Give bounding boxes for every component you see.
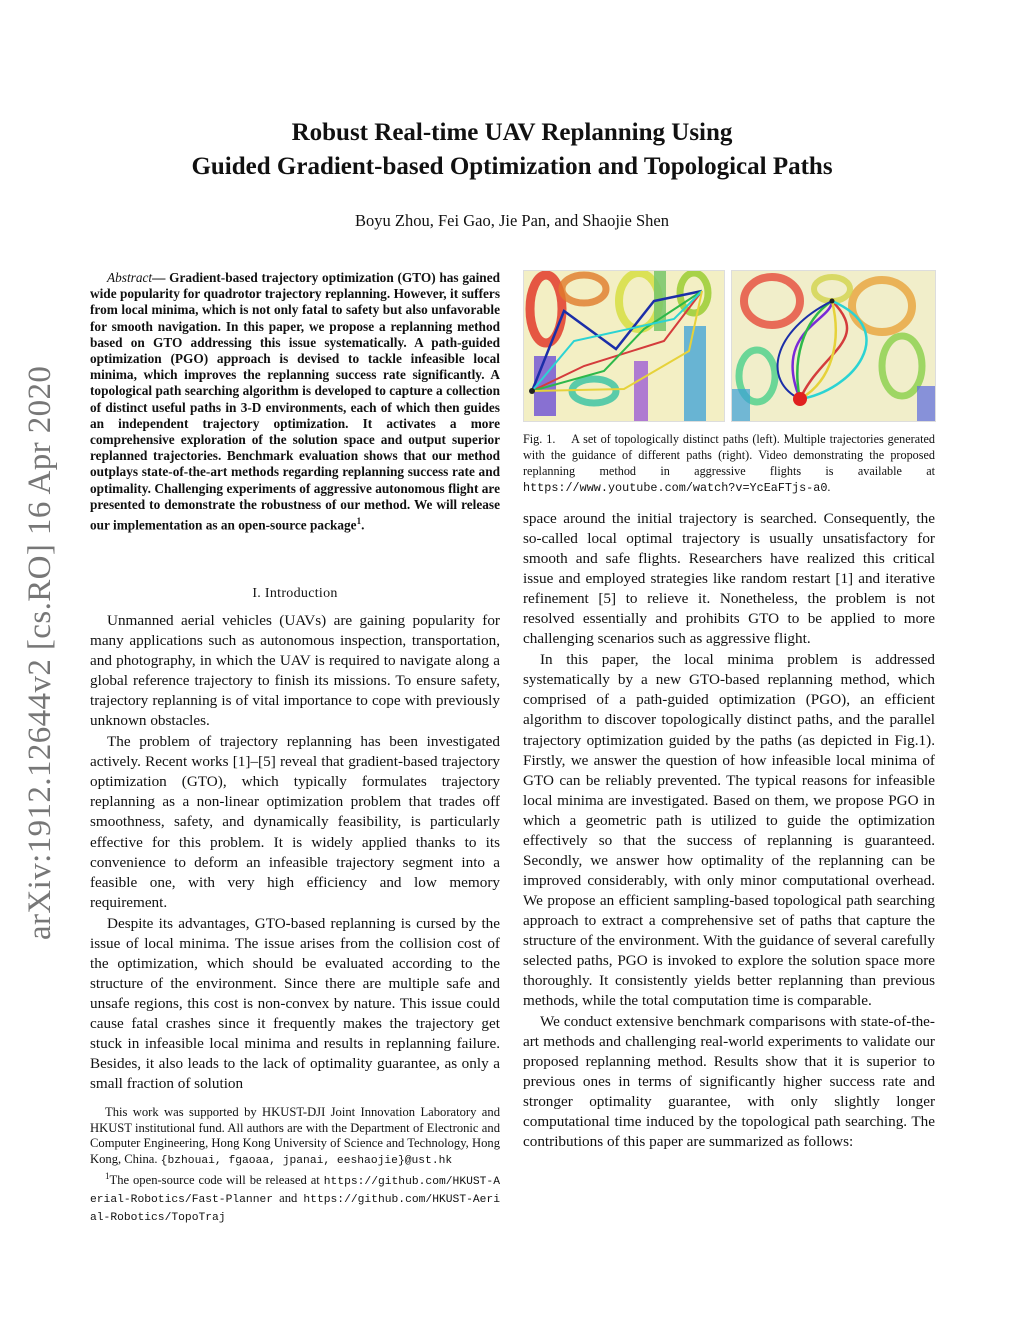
abstract-text: — Gradient-based trajectory optimization (GTO) has gained wide popularity for quadrotor trajectory replanning. However, it suffers from local minima, which is not only fatal to safety but also unfavorable for smooth navigation. In this paper, we propose a replanning method based on GTO addressing this issue systematically. A path-guided optimization (PGO) approach is devised to tackle infeasible local minima, which improves the replanning success rate significantly. A topological path searching algorithm is developed to capture a collection of distinct useful paths in 3-D environments, each of which then guides an independent trajectory optimization. It activates a more comprehensive exploration of the solution space and output superior replanned trajectories. Benchmark evaluation shows that our method outplays state-of-the-art methods regarding replanning success rate and optimality. Challenging experiments of aggressive autonomous flight are presented to demonstrate the robustness of our method. We will release our implementation as an open-source package xyxy=(90,270,500,533)
intro-paragraph-3: Despite its advantages, GTO-based replanning is cursed by the issue of local minima. The issue arises from the collision cost of the optimization, which should be evaluated according to the structure of the environment. Since there are multiple safe and unsafe regions, this cost is non-convex by nature. This issue could cause fatal crashes since it frequently makes the trajectory get stuck in infeasible local minima and results in replanning failure. Besides, it also leads to the lack of optimality guarantee, as only a small fraction of solution xyxy=(90,914,500,1093)
author-emails: {bzhouai, fgaoaa, jpanai, eeshaojie}@ust.hk xyxy=(160,1154,453,1167)
abstract-footnote-mark: 1 xyxy=(356,516,362,527)
paper-authors: Boyu Zhou, Fei Gao, Jie Pan, and Shaojie Shen xyxy=(355,211,669,230)
paper-title-line1: Robust Real-time UAV Replanning Using xyxy=(291,119,733,146)
figure1-right-image xyxy=(731,270,936,422)
paper-title-line2: Guided Gradient-based Optimization and Topological Paths xyxy=(191,153,833,180)
right-paragraph-2: In this paper, the local minima problem is addressed systematically by a new GTO-based replanning method, which comprised of a path-guided optimization (PGO), an efficient algorithm to discover topologically distinct paths, and the parallel trajectory optimization guided by the paths (as depicted in Fig.1). Firstly, we answer the question of how infeasible local minima of GTO can be reliably prevented. The typical reasons for infeasible local minima are investigated. Based on them, we propose PGO in which a geometric path is utilized to guide the optimization effectively so that the success of replanning is guaranteed. Secondly, we answer how optimality of the replanning can be improved considerably, with only minor computational overhead. We propose an efficient sampling-based topological path searching approach to extract a comprehensive set of paths that capture the structure of the environment. With the guidance of several carefully selected paths, PGO is invoked to explore the solution space more thoroughly. It consistently yields better replanning than previous methods, while the total computation time is comparable. xyxy=(523,651,935,1010)
abstract-label: Abstract xyxy=(107,270,153,285)
figure1-left-render xyxy=(524,271,724,421)
right-paragraph-1: space around the initial trajectory is searched. Consequently, the so-called local optimal trajectory is usually unsatisfactory for smooth and safe flights. Researchers have realized this critical issue and employed strategies like random restart [1] and iterative refinement [5] to relieve it. Nonetheless, the problem is not resolved essentially and prohibits GTO to be applied to more challenging scenarios such as aggressive flight. xyxy=(523,510,935,648)
figure1-caption: Fig. 1. A set of topologically distinct paths (left). Multiple trajectories generated with the guidance of different paths (right). Video demonstrating the proposed replanning method in aggressive flights is available at https://www.youtube.com/watch?v=YcEaFTjs-a0. xyxy=(523,432,936,495)
footnotes xyxy=(90,1105,500,1226)
code-footnote: $^1$The open-source code will be released at https://github.com/HKUST-Aerial-Robotics/Fast-Planner and https://github.com/HKUST-Aerial-Robotics/TopoTraj xyxy=(90,1171,500,1224)
code-url-fast-planner[interactable]: https://github.com/HKUST-Aerial-Robotics/Fast-Planner xyxy=(90,1176,500,1207)
intro-paragraph-2: The problem of trajectory replanning has been investigated actively. Recent works [1]–[5] reveal that gradient-based trajectory optimization (GTO), which typically formulates trajectory replanning as a non-linear optimization problem that trades off smoothness, safety, and dynamically feasibility, is particularly effective for this problem. It is widely applied thanks to its convenience to deform an infeasible trajectory segment into a feasible one, with very high efficiency and low memory requirement. xyxy=(90,733,500,911)
right-paragraph-3: We conduct extensive benchmark comparisons with state-of-the-art methods and challenging real-world experiments to validate our proposed replanning method. Results show that it is superior to previous ones in terms of significantly higher success rate and stronger optimality guarantee, with only slightly longer computational time induced by the topological path searching. The contributions of this paper are summarized as follows: xyxy=(523,1013,935,1151)
figure1-right-render xyxy=(732,271,935,421)
introduction-body xyxy=(90,611,500,1094)
right-column-body xyxy=(523,509,935,1153)
intro-paragraph-1: Unmanned aerial vehicles (UAVs) are gaining popularity for many applications such as autonomous inspection, transportation, and photography, in which the UAV is required to navigate along a global reference trajectory to finish its missions. To ensure safety, trajectory replanning is of vital importance to cope with previously unknown obstacles. xyxy=(90,612,500,730)
abstract: Abstract— Gradient-based trajectory optimization (GTO) has gained wide popularity for quadrotor trajectory replanning. However, it suffers from local minima, which is not only fatal to safety but also unfavorable for smooth navigation. In this paper, we propose a replanning method based on GTO addressing this issue systematically. A path-guided optimization (PGO) approach is devised to tackle infeasible local minima, which improves the replanning success rate significantly. A topological path searching algorithm is developed to capture a collection of distinct useful paths in 3-D environments, each of which then guides an independent trajectory optimization. It activates a more comprehensive exploration of the solution space and output superior replanned trajectories. Benchmark evaluation shows that our method outplays state-of-the-art methods regarding replanning success rate and optimality. Challenging experiments of aggressive autonomous flight are presented to demonstrate the robustness of our method. We will release our implementation as an open-source package$^1$. xyxy=(90,270,500,533)
code-url-topotraj[interactable]: https://github.com/HKUST-Aerial-Robotics/TopoTraj xyxy=(90,1194,500,1224)
figure1-label: Fig. 1. xyxy=(523,432,556,446)
funding-footnote: This work was supported by HKUST-DJI Joint Innovation Laboratory and HKUST institutional fund. All authors are with the Department of Electronic and Computer Engineering, Hong Kong University of Science and Technology, Hong Kong, China. {bzhouai, fgaoaa, jpanai, eeshaojie}@ust.hk xyxy=(90,1105,500,1167)
section-heading-introduction: I. Introduction xyxy=(252,586,338,601)
figure1-video-url[interactable]: https://www.youtube.com/watch?v=YcEaFTjs-a0 xyxy=(523,481,828,495)
arxiv-stamp: arXiv:1912.12644v2 [cs.RO] 16 Apr 2020 xyxy=(22,365,58,940)
figure1-left-image xyxy=(523,270,725,422)
